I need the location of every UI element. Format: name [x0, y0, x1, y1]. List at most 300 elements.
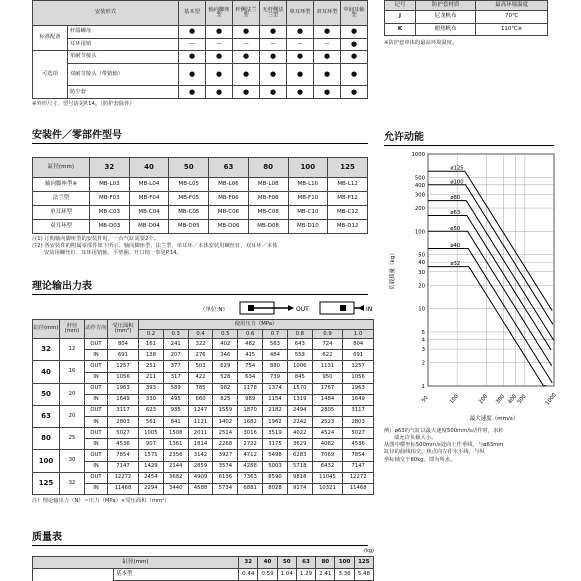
- direction-cell: OUT: [85, 405, 108, 416]
- mark: —: [179, 38, 206, 51]
- force-cell: 4288: [238, 461, 263, 472]
- pressure-header: 0.7: [263, 330, 288, 339]
- force-cell: 3016: [238, 428, 263, 439]
- pressure-header: 0.8: [287, 330, 312, 339]
- y-tick-label: 2: [421, 360, 425, 367]
- force-cell: 1006: [287, 361, 312, 372]
- force-cell: 3519: [263, 428, 288, 439]
- force-cell: 1963: [343, 383, 374, 394]
- force-cell: 5003: [263, 461, 288, 472]
- direction-cell: IN: [85, 483, 108, 494]
- force-cell: 317: [163, 372, 188, 383]
- force-header-bore: 缸径(mm): [33, 320, 60, 339]
- force-cell: 629: [213, 361, 238, 372]
- acc-cell: MB-D05: [169, 220, 209, 234]
- energy-title: 允许动能: [384, 128, 554, 146]
- pressure-header: 0.6: [238, 330, 263, 339]
- direction-cell: IN: [85, 372, 108, 383]
- bore-cell: 63: [33, 405, 60, 427]
- force-cell: 4536: [343, 439, 374, 450]
- mount-group-option: 可选项: [33, 51, 68, 99]
- mark: ●: [341, 63, 368, 86]
- force-cell: 950: [312, 372, 343, 383]
- mass-header: 100: [335, 557, 354, 569]
- force-cell: 3574: [213, 461, 238, 472]
- rod-cell: 16: [60, 361, 85, 383]
- bore-cell: 125: [33, 472, 60, 494]
- mount-header-0: 安装形式: [33, 1, 179, 26]
- force-cell: 1682: [238, 417, 263, 428]
- force-cell: 2514: [213, 428, 238, 439]
- y-tick-label: 1: [421, 384, 425, 390]
- force-header-dir: 动作方向: [85, 320, 108, 339]
- accessory-notes: [32, 236, 372, 257]
- mount-item: 耳环用销: [68, 38, 179, 51]
- energy-notes: [384, 428, 559, 464]
- force-cell: 754: [238, 361, 263, 372]
- mark: ●: [233, 26, 260, 39]
- force-cell: 415: [238, 350, 263, 361]
- force-cell: 322: [188, 339, 213, 350]
- y-tick-label: 300: [414, 192, 425, 199]
- cover-table: [384, 0, 548, 36]
- mark: ●: [287, 63, 314, 86]
- force-cell: 4524: [312, 428, 343, 439]
- mass-value: 0.44: [239, 569, 258, 581]
- mount-group-standard: 标准配备: [33, 26, 68, 51]
- out-label: OUT: [296, 306, 309, 313]
- acc-cell: 轴向脚座型※: [33, 178, 90, 192]
- cover-material: 耐热帆布: [416, 23, 476, 35]
- direction-cell: OUT: [85, 339, 108, 350]
- cover-header: 最高环境温度: [476, 1, 548, 11]
- force-cell: 825: [213, 394, 238, 405]
- force-cell: 482: [238, 339, 263, 350]
- curve-label: ø50: [450, 225, 461, 232]
- force-cell: 207: [163, 350, 188, 361]
- force-cell: 1247: [188, 405, 213, 416]
- force-title: 理论输出力表: [32, 277, 368, 295]
- acc-cell: MB-L12: [328, 178, 368, 192]
- force-cell: 4712: [238, 450, 263, 461]
- mark: —: [314, 38, 341, 51]
- acc-cell: MB-L03: [90, 178, 130, 192]
- force-cell: 1870: [238, 405, 263, 416]
- force-cell: 251: [139, 361, 164, 372]
- curve-label: ø125: [450, 165, 464, 172]
- pressure-header: 0.5: [213, 330, 238, 339]
- force-cell: 138: [139, 350, 164, 361]
- mark: —: [287, 38, 314, 51]
- y-axis-label: 负载质量（kg）: [390, 250, 396, 290]
- acc-cell: MB-D03: [90, 220, 130, 234]
- mark: —: [206, 38, 233, 51]
- force-cell: 241: [163, 339, 188, 350]
- cover-material: 尼龙帆布: [416, 11, 476, 23]
- force-cell: 2859: [188, 461, 213, 472]
- force-cell: 211: [139, 372, 164, 383]
- pressure-header: 0.2: [139, 330, 164, 339]
- y-tick-label: 40: [418, 260, 425, 267]
- mark: ●: [260, 51, 287, 64]
- force-cell: 3440: [163, 483, 188, 494]
- acc-cell: MB-F06: [209, 192, 249, 206]
- force-cell: 1154: [263, 394, 288, 405]
- curve-label: ø32: [450, 261, 461, 268]
- force-cell: 1178: [238, 383, 263, 394]
- mass-row-label: 基本型: [114, 569, 239, 581]
- acc-cell: MB-L04: [129, 178, 169, 192]
- direction-cell: IN: [85, 394, 108, 405]
- mount-item: 防尘套: [68, 86, 179, 99]
- mass-table: [32, 556, 374, 581]
- acc-cell: MB-D10: [288, 220, 328, 234]
- force-cell: 4588: [188, 483, 213, 494]
- force-header-rod: 杆径(mm): [60, 320, 85, 339]
- mount-header-3: 杆侧法兰型: [233, 1, 260, 26]
- mark: ●: [179, 26, 206, 39]
- force-cell: 3927: [213, 450, 238, 461]
- acc-cell: MB-C06: [209, 206, 249, 220]
- force-cell: 1319: [287, 394, 312, 405]
- accessory-note: 注2) 各安装件的附属零部件如下所示。轴向脚座型、法兰型、单耳环／本体安装用螺丝钉，双耳环／本体: [32, 243, 278, 250]
- mass-value: 1.04: [277, 569, 296, 581]
- in-label: IN: [366, 306, 373, 313]
- pressure-header: 1.0: [343, 330, 374, 339]
- force-cell: 8028: [263, 483, 288, 494]
- force-row: [33, 483, 374, 494]
- direction-cell: OUT: [85, 361, 108, 372]
- force-cell: 2294: [139, 483, 164, 494]
- pressure-header: 0.4: [188, 330, 213, 339]
- force-cell: 7069: [312, 450, 343, 461]
- mount-header-6: 双耳环型: [314, 1, 341, 26]
- mount-header-2: 轴向脚座型: [206, 1, 233, 26]
- area-cell: 12272: [108, 472, 139, 483]
- accessory-title: 安装件／零部件型号: [32, 126, 368, 144]
- curve-label: ø80: [450, 195, 461, 202]
- acc-cell: MB-D06: [209, 220, 249, 234]
- force-row: [33, 472, 374, 483]
- force-cell: 1005: [139, 428, 164, 439]
- acc-cell: MB-D12: [328, 220, 368, 234]
- x-axis-label: 最大速度（mm/s）: [469, 416, 519, 422]
- force-cell: 528: [213, 372, 238, 383]
- area-cell: 3117: [108, 405, 139, 416]
- energy-note: 坐标轴交于80kg，即为所求。: [384, 456, 456, 463]
- force-cell: 7854: [343, 450, 374, 461]
- force-cell: 691: [343, 350, 374, 361]
- force-cell: 422: [188, 372, 213, 383]
- pressure-header: 0.9: [312, 330, 343, 339]
- force-header-area: 受压面积(mm²): [108, 320, 139, 339]
- force-cell: 1570: [287, 383, 312, 394]
- x-tick-labels: [421, 392, 559, 407]
- force-cell: 589: [163, 383, 188, 394]
- force-cell: 402: [213, 339, 238, 350]
- force-row: [33, 450, 374, 461]
- direction-cell: IN: [85, 350, 108, 361]
- cover-header: 防护套材质: [416, 1, 476, 11]
- area-cell: 1649: [108, 394, 139, 405]
- arrow-out-icon: [288, 305, 294, 311]
- force-cell: 6283: [287, 450, 312, 461]
- mark: ●: [287, 51, 314, 64]
- y-tick-label: 50: [418, 252, 425, 259]
- accessory-note: 安装用螺丝钉、耳环用销轴、平垫圈、开口销一参见P.14。: [44, 250, 182, 257]
- acc-header: 80: [248, 158, 288, 178]
- y-tick-label: 20: [418, 283, 425, 290]
- y-tick-label: 1000: [411, 152, 425, 158]
- kinetic-energy-chart: [384, 150, 559, 425]
- mount-item: 双耐节接头（带销轴）: [68, 63, 179, 86]
- force-row: [33, 350, 374, 361]
- force-row: [33, 428, 374, 439]
- area-cell: 4536: [108, 439, 139, 450]
- y-tick-label: 30: [418, 269, 425, 276]
- y-tick-label: 200: [414, 206, 425, 213]
- force-cell: 622: [312, 350, 343, 361]
- curve-d80: [428, 201, 554, 341]
- force-cell: 276: [188, 350, 213, 361]
- bore-cell: 40: [33, 361, 60, 383]
- rod-cell: 12: [60, 339, 85, 361]
- x-tick-label: 300: [495, 393, 507, 406]
- mark: ●: [287, 86, 314, 99]
- y-tick-label: 3: [421, 347, 425, 354]
- force-cell: 1056: [343, 372, 374, 383]
- mount-note: ※外形尺寸、型号请见P.14。（防护套除外）: [32, 101, 135, 107]
- force-cell: 1257: [343, 361, 374, 372]
- acc-cell: MB-L10: [288, 178, 328, 192]
- force-cell: 3142: [188, 450, 213, 461]
- force-cell: 1361: [163, 439, 188, 450]
- cover-temp: 70℃: [476, 11, 548, 23]
- force-cell: 1767: [312, 383, 343, 394]
- area-cell: 5027: [108, 428, 139, 439]
- acc-cell: MB-F08: [248, 192, 288, 206]
- acc-cell: MB-C03: [90, 206, 130, 220]
- force-cell: 7147: [343, 461, 374, 472]
- mark: ●: [206, 63, 233, 86]
- acc-cell: MB-L05: [169, 178, 209, 192]
- energy-note: 例）ø63的气缸以最大速度500mm/s动作时，求杆: [384, 428, 504, 434]
- force-cell: 623: [139, 405, 164, 416]
- acc-cell: MB-F12: [328, 192, 368, 206]
- acc-cell: 法兰型: [33, 192, 90, 206]
- mark: ●: [260, 86, 287, 99]
- mark: ●: [179, 86, 206, 99]
- acc-cell: MB-C04: [129, 206, 169, 220]
- mass-title: 质量表: [32, 528, 368, 546]
- acc-cell: MB-L06: [209, 178, 249, 192]
- energy-note: 端允许负载大小。: [394, 435, 437, 442]
- acc-cell: MB-F10: [288, 192, 328, 206]
- force-cell: 11045: [312, 472, 343, 483]
- plot-frame: [428, 154, 554, 386]
- force-row: [33, 383, 374, 394]
- mass-value: 2.41: [316, 569, 335, 581]
- force-cell: 785: [188, 383, 213, 394]
- curves: [428, 166, 554, 386]
- force-cell: 9818: [287, 472, 312, 483]
- force-cell: 935: [163, 405, 188, 416]
- mark: ●: [260, 26, 287, 39]
- acc-cell: MB-C10: [288, 206, 328, 220]
- acc-cell: MB-L08: [248, 178, 288, 192]
- mark: ●: [341, 86, 368, 99]
- x-tick-label: 500: [516, 393, 528, 406]
- bore-cell: 50: [33, 383, 60, 405]
- force-cell: 1508: [163, 428, 188, 439]
- force-cell: 1429: [139, 461, 164, 472]
- force-cell: 161: [139, 339, 164, 350]
- mass-header: 40: [258, 557, 277, 569]
- force-cell: 4082: [312, 439, 343, 450]
- x-tick-label: 100: [448, 393, 460, 406]
- mark: ●: [233, 63, 260, 86]
- force-cell: 2268: [213, 439, 238, 450]
- area-cell: 11468: [108, 483, 139, 494]
- rod-cell: 32: [60, 472, 85, 494]
- accessory-note: 注1) 订购轴向脚座型的安装件时，一台气缸需要2个。: [32, 236, 160, 242]
- rod-cell: 20: [60, 383, 85, 405]
- cover-code: J: [385, 11, 416, 23]
- mount-header-7: 中间耳轴型: [341, 1, 368, 26]
- force-cell: 11468: [343, 483, 374, 494]
- mark: ●: [314, 63, 341, 86]
- force-note: 注）理论输出力（N）＝压力（MPa）×受压面积（mm²）: [32, 498, 170, 504]
- mass-header: 缸径(mm): [33, 557, 239, 569]
- force-cell: 5027: [343, 428, 374, 439]
- force-cell: 724: [312, 339, 343, 350]
- mounting-table: [32, 0, 368, 99]
- mark: ●: [287, 26, 314, 39]
- cover-temp: 110℃※: [476, 23, 548, 35]
- y-tick-label: 100: [414, 229, 425, 236]
- force-cell: 2182: [263, 405, 288, 416]
- force-cell: 907: [139, 439, 164, 450]
- direction-cell: IN: [85, 417, 108, 428]
- force-cell: 982: [213, 383, 238, 394]
- rod-cell: 30: [60, 450, 85, 472]
- mark: ●: [314, 26, 341, 39]
- curve-label: ø40: [450, 242, 461, 249]
- y-tick-label: 5: [421, 329, 425, 336]
- area-cell: 804: [108, 339, 139, 350]
- direction-cell: OUT: [85, 383, 108, 394]
- acc-cell: MB-C12: [328, 206, 368, 220]
- force-cell: 634: [238, 372, 263, 383]
- force-cell: 2803: [343, 417, 374, 428]
- acc-cell: MB-D04: [129, 220, 169, 234]
- force-cell: 2805: [312, 405, 343, 416]
- force-cell: 484: [263, 350, 288, 361]
- force-cell: 3117: [343, 405, 374, 416]
- force-cell: 1962: [263, 417, 288, 428]
- force-cell: 330: [139, 394, 164, 405]
- curve-label: ø100: [450, 179, 464, 186]
- force-cell: 3629: [287, 439, 312, 450]
- acc-header: 40: [129, 158, 169, 178]
- area-cell: 7147: [108, 461, 139, 472]
- piston-in: [340, 305, 346, 311]
- x-tick-label: 1000: [544, 392, 558, 407]
- force-cell: 1402: [213, 417, 238, 428]
- acc-header: 缸径(mm): [33, 158, 90, 178]
- force-cell: 2144: [163, 461, 188, 472]
- direction-cell: OUT: [85, 428, 108, 439]
- force-cell: 2454: [139, 472, 164, 483]
- acc-header: 50: [169, 158, 209, 178]
- area-cell: 1257: [108, 361, 139, 372]
- bore-cell: 32: [33, 339, 60, 361]
- cylinder-body-in: [320, 302, 354, 314]
- mark: ●: [341, 51, 368, 64]
- force-row: [33, 439, 374, 450]
- y-tick-label: 400: [414, 182, 425, 189]
- direction-cell: IN: [85, 439, 108, 450]
- force-cell: 3682: [163, 472, 188, 483]
- acc-cell: MB-D08: [248, 220, 288, 234]
- y-tick-label: 500: [414, 175, 425, 182]
- force-cell: 1649: [343, 394, 374, 405]
- direction-cell: OUT: [85, 450, 108, 461]
- force-header-pressure: 使用压力（MPa）: [139, 320, 374, 330]
- force-cell: 5718: [287, 461, 312, 472]
- force-cell: 5734: [213, 483, 238, 494]
- area-cell: 7854: [108, 450, 139, 461]
- force-table: [32, 319, 374, 495]
- mark: ●: [233, 51, 260, 64]
- mass-header: 32: [239, 557, 258, 569]
- force-cell: 393: [139, 383, 164, 394]
- force-cell: 989: [238, 394, 263, 405]
- bore-cell: 80: [33, 428, 60, 450]
- curve-d125: [428, 171, 552, 311]
- force-row: [33, 405, 374, 416]
- force-cell: 643: [287, 339, 312, 350]
- y-tick-label: 4: [421, 337, 425, 344]
- piston-out: [248, 305, 254, 311]
- mark: ●: [233, 86, 260, 99]
- force-cell: 553: [287, 350, 312, 361]
- cover-header: 记号: [385, 1, 416, 11]
- area-cell: 1963: [108, 383, 139, 394]
- mass-unit: (kg): [364, 548, 374, 554]
- acc-header: 32: [90, 158, 130, 178]
- mark: ●: [179, 51, 206, 64]
- rod-cell: 20: [60, 405, 85, 427]
- mark: ●: [179, 63, 206, 86]
- mark: ●: [206, 51, 233, 64]
- force-row: [33, 339, 374, 350]
- curve-d32: [428, 267, 547, 386]
- energy-note: 从图中横坐标500mm/s处向上作垂线，与ø63mm: [384, 442, 504, 449]
- force-cell: 12272: [343, 472, 374, 483]
- acc-header: 100: [288, 158, 328, 178]
- force-row: [33, 394, 374, 405]
- arrow-in-icon: [358, 305, 364, 311]
- mark: ●: [314, 86, 341, 99]
- x-tick-label: 50: [420, 394, 430, 404]
- energy-note: 缸径的曲线相交，焦点向左作水平线，与纵: [384, 449, 485, 456]
- area-cell: 691: [108, 350, 139, 361]
- mark: ●: [206, 86, 233, 99]
- force-cell: 4022: [287, 428, 312, 439]
- pressure-header: 0.3: [163, 330, 188, 339]
- mass-header: 125: [354, 557, 373, 569]
